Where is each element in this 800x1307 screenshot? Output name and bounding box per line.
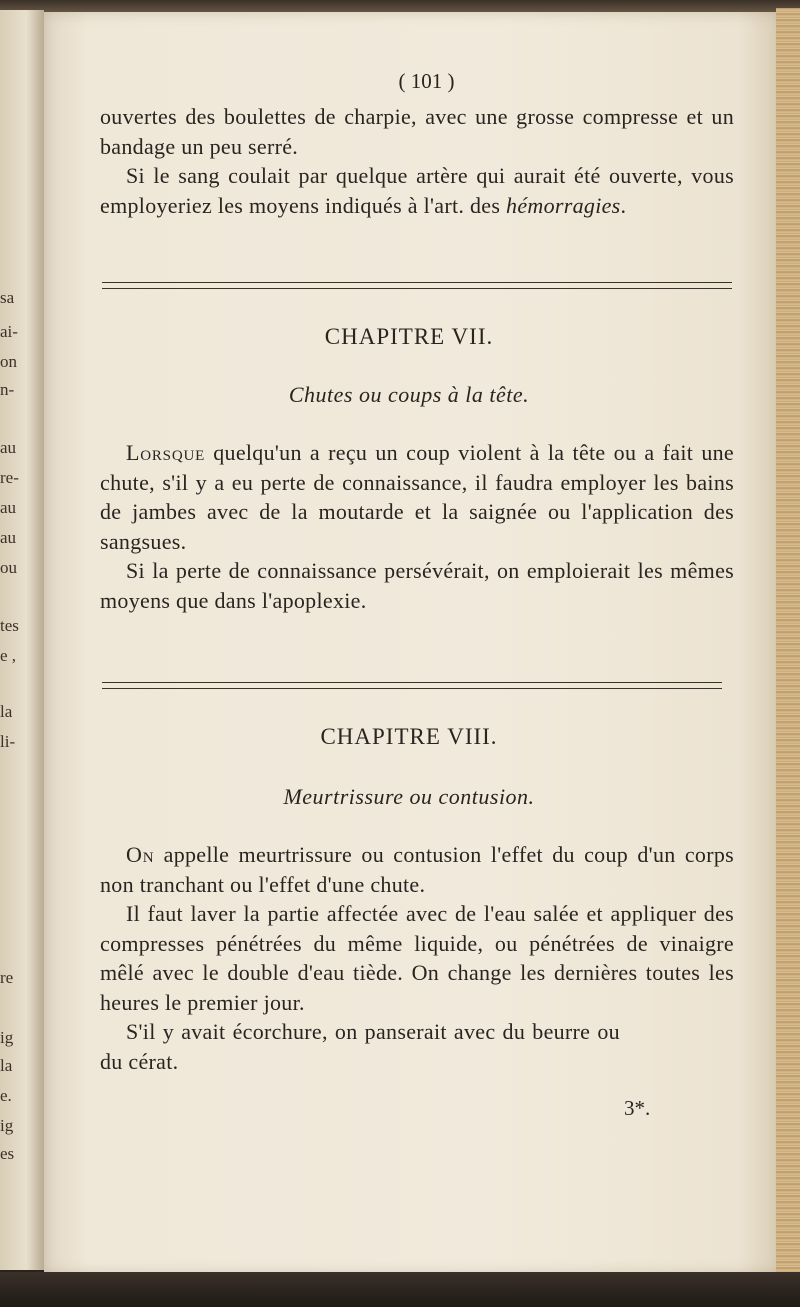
hemorrhage-link-term: hémorragies: [506, 192, 621, 218]
facing-page-fragment: re-: [0, 468, 19, 487]
chapter-7-lead-word: Lorsque: [126, 440, 206, 465]
facing-page-fragment: n-: [0, 380, 15, 399]
book-page: [44, 12, 782, 1274]
chapter-8-title: CHAPITRE VIII.: [320, 724, 498, 749]
hemorrhage-paragraph: [100, 161, 734, 220]
hemorrhage-period: .: [620, 192, 627, 218]
section-divider-top: [102, 282, 732, 283]
facing-page-fragment: la: [0, 1056, 13, 1075]
chapter-7-paragraph-1: [100, 438, 734, 556]
chapter-8-text: [100, 840, 734, 1076]
facing-page-fragment: la: [0, 702, 13, 721]
page-stack-edge: [776, 8, 800, 1278]
chapter-8-paragraph-1-text: appelle meurtrissure ou contusion l'effet du coup d'un corps non tranchant ou l'effet d'une chute.: [100, 842, 734, 897]
facing-page-fragment: au: [0, 498, 17, 517]
chapter-7-subtitle: Chutes ou coups à la tête.: [288, 382, 530, 407]
facing-page-fragment: ou: [0, 558, 17, 577]
facing-page-fragment: sa: [0, 288, 15, 307]
section-divider-middle: [102, 682, 722, 683]
facing-page-fragment: ig: [0, 1028, 14, 1047]
chapter-7-text: [100, 438, 734, 615]
page-number: ( 101 ): [398, 69, 455, 93]
facing-page-fragment: e.: [0, 1086, 12, 1105]
facing-page-edge: [0, 10, 44, 1270]
section-divider-top-thin: [102, 288, 732, 289]
book-bottom-edge: [0, 1272, 800, 1307]
continued-paragraph: ouvertes des boulettes de charpie, avec une grosse compresse et un bandage un peu serré.: [100, 104, 734, 159]
facing-page-fragment: on: [0, 352, 17, 371]
section-divider-middle-thin: [102, 688, 722, 689]
facing-page-fragment: re: [0, 968, 14, 987]
chapter-8-paragraph-1: [100, 840, 734, 899]
chapter-8-subtitle: Meurtrissure ou contusion.: [283, 784, 535, 809]
opening-text-block: [100, 102, 734, 220]
chapter-7-paragraph-2: Si la perte de connaissance persévérait, on emploierait les mêmes moyens que dans l'apoplexie.: [100, 558, 734, 613]
facing-page-fragment: ig: [0, 1116, 14, 1135]
facing-page-fragment: e ,: [0, 646, 17, 665]
chapter-7-paragraph-1-text: quelqu'un a reçu un coup violent à la tête ou a fait une chute, s'il y a eu perte de connaissance, il faudra employer les bains de jambes avec de la moutarde et la saignée ou l'application des sangsues.: [100, 440, 734, 554]
signature-mark: 3*.: [624, 1096, 651, 1120]
facing-page-fragment: au: [0, 438, 17, 457]
facing-page-fragment: tes: [0, 616, 19, 635]
hemorrhage-text: Si le sang coulait par quelque artère qui aurait été ouverte, vous employeriez les moyens indiqués à l'art. des: [100, 163, 734, 218]
chapter-7-title: CHAPITRE VII.: [324, 324, 494, 349]
facing-page-fragment: ai-: [0, 322, 18, 341]
chapter-8-paragraph-3: S'il y avait écorchure, on panserait avec du beurre ou du cérat.: [100, 1019, 620, 1074]
facing-page-fragment: au: [0, 528, 17, 547]
chapter-8-lead-word: On: [126, 842, 155, 867]
facing-page-fragment: es: [0, 1144, 15, 1163]
chapter-8-paragraph-2: Il faut laver la partie affectée avec de l'eau salée et appliquer des compresses pénétrées du même liquide, ou pénétrées de vinaigre mêlé avec le double d'eau tiède. On change les dernières toutes les heures le premier jour.: [100, 901, 734, 1015]
facing-page-fragment: li-: [0, 732, 16, 751]
